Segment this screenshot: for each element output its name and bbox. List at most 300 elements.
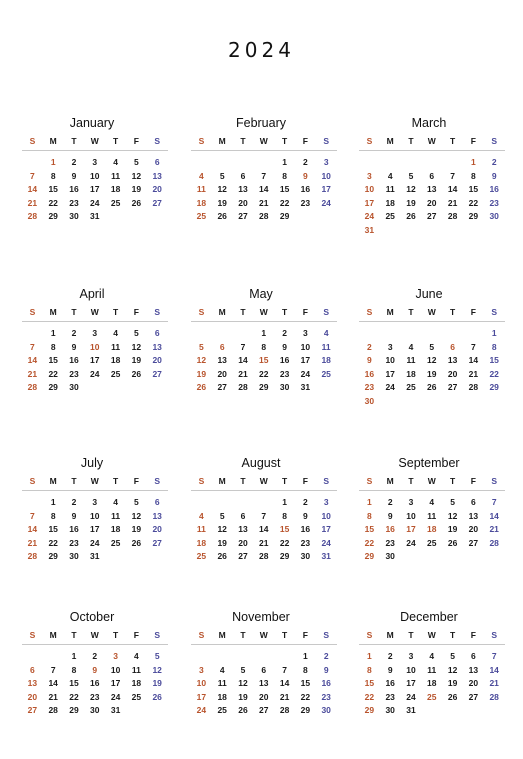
day-cell: 10 [300,341,311,352]
day-cell: 14 [489,510,499,521]
day-cell: 8 [491,341,497,352]
empty-cell [233,650,254,664]
day-cell: 30 [385,705,395,716]
month-december [359,609,499,718]
day-cell: 18 [110,355,121,366]
day-cell: 11 [111,510,121,521]
day-cell: 18 [196,537,207,548]
empty-cell [233,496,254,510]
year-title: 2024 [228,38,295,62]
day-cell: 26 [217,551,227,562]
day-cell: 15 [69,678,79,689]
day-cell: 19 [447,678,458,689]
day-cell: 8 [471,170,476,181]
month-june [359,286,499,409]
empty-cell [380,156,401,170]
day-cell: 26 [217,211,227,222]
day-cell: 29 [364,551,375,562]
day-cell: 13 [468,664,479,675]
day-cell: 14 [259,524,269,535]
day-cell: 27 [238,551,248,562]
month-august [191,455,331,564]
day-cell: 24 [321,537,331,548]
empty-cell [43,650,64,664]
day-cell: 19 [238,691,248,702]
weekday-label: T [240,630,246,640]
weekday-label: M [218,630,226,640]
day-cell: 26 [447,537,458,548]
day-cell: 1 [282,497,287,507]
weekday-label: T [240,307,246,317]
day-cell: 10 [406,664,416,675]
empty-cell [22,327,43,341]
day-cell: 12 [238,678,248,689]
weekday-label: W [427,630,436,640]
day-cell: 23 [69,368,79,379]
day-cell: 29 [259,382,269,393]
day-cell: 16 [489,184,499,195]
day-cell: 4 [199,510,204,521]
month-april [22,286,162,395]
day-cell: 8 [367,664,372,675]
weekday-label: T [449,630,456,640]
day-cell: 4 [387,170,393,181]
day-cell: 14 [468,355,479,366]
day-cell: 16 [300,184,311,195]
day-cell: 22 [364,691,375,702]
day-cell: 9 [92,664,98,675]
day-cell: 9 [71,510,77,521]
empty-cell [212,327,233,341]
weekday-label: W [90,307,99,317]
day-cell: 17 [90,524,100,535]
empty-cell [191,156,212,170]
day-cell: 3 [113,651,118,661]
day-cell: 28 [489,691,499,702]
divider [22,321,168,322]
day-cell: 28 [27,211,38,222]
day-cell: 20 [238,537,248,548]
weekday-label: W [90,476,99,486]
empty-cell [442,327,463,341]
day-cell: 22 [48,197,58,208]
month-may [191,286,331,395]
day-cell: 18 [427,524,437,535]
weekday-label: W [427,136,436,146]
day-cell: 1 [367,497,372,507]
day-cell: 19 [131,184,142,195]
day-cell: 12 [217,524,227,535]
divider [191,321,337,322]
day-cell: 13 [238,524,248,535]
day-cell: 14 [48,678,58,689]
empty-cell [359,327,380,341]
day-cell: 2 [303,497,308,507]
day-cell: 11 [321,341,331,352]
day-cell: 16 [385,524,395,535]
day-cell: 13 [27,678,38,689]
day-cell: 24 [90,368,100,379]
day-cell: 6 [240,510,246,521]
day-cell: 20 [152,184,162,195]
weekday-label: S [29,136,36,146]
day-cell: 6 [219,341,225,352]
day-cell: 1 [50,157,56,167]
day-cell: 12 [152,664,162,675]
day-cell: 3 [323,157,329,167]
divider [359,644,505,645]
day-cell: 4 [113,328,118,338]
day-cell: 15 [364,524,375,535]
day-cell: 18 [406,368,416,379]
day-cell: 25 [385,211,395,222]
weekday-label: F [470,136,476,146]
day-cell: 2 [367,341,372,352]
day-cell: 29 [279,211,290,222]
day-cell: 30 [69,211,79,222]
day-cell: 16 [69,355,79,366]
weekday-label: W [90,136,99,146]
day-cell: 29 [48,382,58,393]
day-cell: 21 [447,197,458,208]
month-name: January [69,116,115,130]
day-cell: 14 [27,524,38,535]
day-cell: 27 [152,368,162,379]
day-cell: 12 [427,355,437,366]
divider [191,490,337,491]
day-cell: 5 [134,497,139,507]
day-cell: 27 [427,211,437,222]
weekday-label: M [386,307,394,317]
day-cell: 23 [90,691,100,702]
day-cell: 6 [429,170,435,181]
empty-cell [463,327,484,341]
day-cell: 3 [92,328,98,338]
day-cell: 20 [152,355,162,366]
day-cell: 25 [427,537,437,548]
weekday-label: T [449,307,456,317]
day-cell: 26 [196,382,207,393]
day-cell: 20 [468,678,479,689]
day-cell: 29 [300,705,311,716]
day-cell: 31 [321,551,331,562]
day-cell: 27 [27,705,38,716]
day-cell: 2 [387,651,393,661]
day-cell: 4 [113,157,118,167]
weekday-label: W [259,136,268,146]
month-november [191,609,331,718]
day-cell: 26 [131,537,142,548]
empty-cell [22,650,43,664]
day-cell: 15 [364,678,375,689]
day-cell: 3 [323,497,329,507]
day-cell: 25 [427,691,437,702]
day-cell: 21 [489,524,499,535]
day-cell: 30 [489,211,499,222]
day-cell: 5 [450,651,455,661]
day-cell: 7 [50,664,56,675]
day-cell: 8 [282,170,287,181]
day-cell: 23 [385,537,395,548]
day-cell: 1 [367,651,372,661]
month-name: February [235,116,287,130]
day-cell: 4 [113,497,118,507]
day-cell: 10 [406,510,416,521]
weekday-label: S [29,476,36,486]
day-cell: 24 [385,382,395,393]
day-cell: 28 [238,382,248,393]
day-cell: 18 [110,184,121,195]
day-cell: 3 [92,497,98,507]
weekday-label: F [302,136,308,146]
day-cell: 13 [447,355,458,366]
day-cell: 5 [154,651,160,661]
day-cell: 10 [90,170,100,181]
day-cell: 17 [321,184,331,195]
day-cell: 23 [279,368,290,379]
day-cell: 7 [471,341,476,352]
month-name: October [69,610,115,624]
empty-cell [22,496,43,510]
day-cell: 10 [196,678,207,689]
day-cell: 2 [387,497,393,507]
day-cell: 28 [27,382,38,393]
empty-cell [191,650,212,664]
day-cell: 7 [30,510,35,521]
day-cell: 18 [427,678,437,689]
weekday-label: S [29,630,36,640]
month-name: August [241,456,281,470]
weekday-label: T [281,307,288,317]
weekday-label: M [386,136,394,146]
weekday-label: T [71,476,77,486]
day-cell: 4 [219,664,225,675]
day-cell: 20 [238,197,248,208]
day-cell: 19 [447,524,458,535]
day-cell: 8 [282,510,287,521]
day-cell: 26 [406,211,416,222]
month-grid [359,135,499,238]
day-cell: 22 [259,368,269,379]
day-cell: 25 [321,368,331,379]
day-cell: 15 [300,678,311,689]
day-cell: 5 [219,170,225,181]
day-cell: 29 [279,551,290,562]
day-cell: 20 [259,691,269,702]
day-cell: 26 [152,691,162,702]
day-cell: 23 [385,691,395,702]
day-cell: 14 [27,355,38,366]
day-cell: 23 [69,197,79,208]
day-cell: 6 [450,341,455,352]
day-cell: 10 [321,510,331,521]
day-cell: 11 [111,341,121,352]
month-grid [191,629,331,718]
day-cell: 17 [110,678,121,689]
day-cell: 30 [279,382,290,393]
day-cell: 23 [300,537,311,548]
day-cell: 7 [450,170,455,181]
weekday-label: W [259,630,268,640]
day-cell: 4 [323,328,329,338]
day-cell: 17 [321,524,331,535]
day-cell: 1 [282,157,287,167]
weekday-label: F [470,476,476,486]
day-cell: 29 [48,211,58,222]
empty-cell [22,156,43,170]
month-name: March [411,116,447,130]
day-cell: 20 [468,524,479,535]
day-cell: 30 [69,382,79,393]
day-cell: 16 [279,355,290,366]
day-cell: 1 [71,651,77,661]
day-cell: 9 [303,170,308,181]
weekday-label: T [112,630,119,640]
empty-cell [380,327,401,341]
weekday-label: S [366,630,373,640]
day-cell: 16 [364,368,375,379]
day-cell: 7 [30,341,35,352]
day-cell: 26 [427,382,437,393]
day-cell: 31 [90,551,100,562]
weekday-label: F [133,476,139,486]
day-cell: 10 [385,355,395,366]
day-cell: 25 [217,705,227,716]
month-grid [359,306,499,409]
day-cell: 28 [468,382,479,393]
month-grid [22,306,162,395]
month-grid [359,629,499,718]
day-cell: 18 [196,197,207,208]
day-cell: 21 [259,537,269,548]
weekday-label: M [386,630,394,640]
weekday-label: S [29,307,36,317]
weekday-label: S [323,630,330,640]
day-cell: 11 [427,510,437,521]
day-cell: 13 [152,510,162,521]
day-cell: 2 [71,157,77,167]
day-cell: 19 [217,197,227,208]
day-cell: 27 [238,211,248,222]
day-cell: 9 [323,664,329,675]
day-cell: 6 [30,664,35,675]
empty-cell [233,327,254,341]
weekday-label: F [302,476,308,486]
weekday-label: S [198,307,205,317]
day-cell: 26 [131,197,142,208]
day-cell: 17 [196,691,207,702]
month-name: May [249,287,273,301]
month-grid [359,475,499,564]
day-cell: 29 [489,382,499,393]
month-grid [22,629,162,718]
day-cell: 5 [134,157,139,167]
day-cell: 29 [69,705,79,716]
divider [22,490,168,491]
day-cell: 24 [90,197,100,208]
month-grid [191,135,331,224]
day-cell: 24 [321,197,331,208]
empty-cell [359,156,380,170]
day-cell: 7 [491,497,497,507]
weekday-label: T [449,136,456,146]
divider [359,321,505,322]
day-cell: 7 [491,651,497,661]
weekday-label: T [71,307,77,317]
day-cell: 16 [90,678,100,689]
day-cell: 22 [279,197,290,208]
day-cell: 12 [196,355,207,366]
weekday-label: S [323,307,330,317]
day-cell: 26 [238,705,248,716]
day-cell: 31 [110,705,121,716]
day-cell: 10 [90,341,100,352]
weekday-label: S [198,476,205,486]
day-cell: 17 [90,355,100,366]
month-grid [191,306,331,395]
day-cell: 18 [110,524,121,535]
empty-cell [191,327,212,341]
day-cell: 13 [259,678,269,689]
day-cell: 30 [300,551,311,562]
weekday-label: S [154,136,161,146]
day-cell: 19 [427,368,437,379]
day-cell: 3 [408,651,414,661]
empty-cell [233,156,254,170]
day-cell: 23 [300,197,311,208]
day-cell: 31 [406,705,416,716]
day-cell: 28 [489,537,499,548]
weekday-label: T [449,476,456,486]
weekday-label: S [366,476,373,486]
day-cell: 13 [217,355,227,366]
day-cell: 1 [471,157,476,167]
day-cell: 22 [48,537,58,548]
divider [22,644,168,645]
day-cell: 12 [131,341,142,352]
day-cell: 28 [27,551,38,562]
day-cell: 25 [131,691,142,702]
weekday-label: S [323,476,330,486]
weekday-label: T [240,476,246,486]
day-cell: 7 [282,664,287,675]
day-cell: 8 [71,664,77,675]
day-cell: 25 [196,551,207,562]
weekday-label: S [198,136,205,146]
day-cell: 25 [406,382,416,393]
day-cell: 15 [279,524,290,535]
day-cell: 15 [489,355,499,366]
day-cell: 3 [367,170,372,181]
weekday-label: T [408,136,414,146]
day-cell: 14 [447,184,458,195]
day-cell: 6 [471,651,476,661]
day-cell: 9 [387,664,393,675]
day-cell: 13 [468,510,479,521]
day-cell: 27 [259,705,269,716]
empty-cell [274,650,295,664]
day-cell: 11 [406,355,416,366]
day-cell: 8 [367,510,372,521]
day-cell: 17 [406,678,416,689]
divider [191,150,337,151]
day-cell: 5 [199,341,204,352]
day-cell: 7 [261,510,267,521]
day-cell: 16 [300,524,311,535]
weekday-label: M [49,630,57,640]
day-cell: 29 [48,551,58,562]
weekday-label: T [112,307,119,317]
